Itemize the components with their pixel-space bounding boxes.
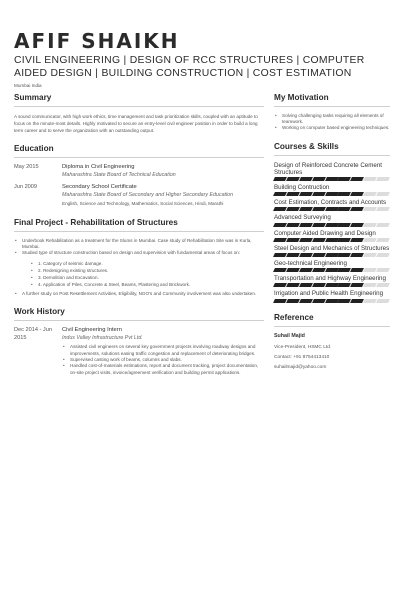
skill-name: Cost Estimation, Contracts and Accounts [274,199,387,207]
skill-level-segment [286,299,300,303]
reference-phone: Contact: +91 8754413410 [274,354,330,360]
skill-level-segment [299,299,313,303]
skill-level-segment [286,238,300,242]
skill-level-segment [363,223,377,227]
skill-level-segment [273,177,287,181]
skill-level-segment [273,253,287,257]
skill-level-segment [312,283,326,287]
skill-level-segment [286,268,300,272]
project-step: • 3. Demolition and Excavation. [30,274,264,281]
skill-name: Computer Aided Drawing and Design [274,229,376,237]
skill-level-segment [273,238,287,242]
project-bullet: • Underbook Rehabilitation as a treatment for the Slums in Mumbai. Case study of Rehabilitation Site was in Kurla, Mumbai. [14,238,264,251]
skill-level-segment [312,238,326,242]
skill-level-segment [376,207,390,211]
summary-title: Summary [14,93,264,107]
skill-level-segment [312,207,326,211]
skill-level-segment [299,223,313,227]
skill-level-segment [376,299,390,303]
skill-level-segment [376,177,390,181]
motivation-item: • Solving challenging tasks requiring all elements of teamwork. [274,113,390,125]
skill-level-bar [274,192,389,196]
skill-item [274,162,390,181]
skill-level-segment [376,192,390,196]
skill-level-segment [312,223,326,227]
skill-level-segment [376,283,390,287]
education-title: Education [14,144,264,158]
skill-level-segment [286,223,300,227]
education-entry [14,164,264,178]
motivation-list [274,113,390,132]
education-date: Jun 2009 [14,184,38,190]
work-company: Indus Valley Infrastructure Pvt Ltd. [62,334,143,341]
project-bullet [14,250,264,287]
skill-level-segment [376,223,390,227]
skill-level-bar [274,283,389,287]
skill-name: Design of Reinforced Concrete Cement Structures [274,161,382,176]
education-school: Maharashtra State Board of Secondary and Higher Secondary Education [62,191,234,198]
skills-section [274,142,390,303]
reference-section [274,313,390,373]
skill-item [274,184,390,196]
work-bullet: • Handled cost-of-materials estimations, report and document tracking, project documentation, on-site project visits, invoice/agreement verification and building permit applications. [62,363,264,376]
motivation-section [274,93,390,132]
education-entry [14,184,264,208]
skill-level-segment [299,238,313,242]
skill-level-segment [376,253,390,257]
skill-level-segment [312,268,326,272]
skills-title: Courses & Skills [274,142,390,156]
skill-level-segment [273,299,287,303]
summary-text: A sound communicator, with high work ethics, time management and task prioritization skills, coupled with an aptitude to focus on the minute-most details. Highly motivated to secure an entry-level civil engineer position in order to build a long term career and to serve the organization with an outstanding output. [14,114,258,133]
project-section [14,218,264,298]
candidate-name: AFIF SHAIKH [14,29,180,53]
project-title: Final Project - Rehabilitation of Structures [14,218,264,232]
work-entry [14,327,264,376]
skill-name: Geo-technical Engineering [274,260,347,268]
resume-header [14,30,386,88]
education-degree: Secondary School Certificate [62,184,137,190]
skill-level-segment [312,177,326,181]
work-section [14,307,264,376]
skill-item [274,245,390,257]
skill-level-segment [363,299,377,303]
education-section [14,144,264,208]
reference-title: Reference [274,313,390,327]
motivation-title: My Motivation [274,93,390,107]
project-bullet: • A further study on Post Resettlement Activities, Eligibility, NGO's and Community involvement was also undertaken. [14,291,264,297]
skill-level-segment [312,192,326,196]
skill-level-segment [299,192,313,196]
education-degree: Diploma in Civil Engineering [62,164,135,170]
skill-level-segment [299,283,313,287]
education-school: Maharashtra State Board of Technical Education [62,171,176,178]
skill-level-segment [312,253,326,257]
work-bullet: • Supervised casting work of beams, columns and slabs. [62,357,264,363]
skill-level-segment [273,192,287,196]
skill-level-bar [274,238,389,242]
skill-level-bar [274,177,389,181]
skill-item [274,199,390,211]
skill-level-segment [376,238,390,242]
skill-item [274,230,390,242]
project-steps [22,260,264,288]
skills-list [274,162,390,303]
skill-item [274,275,390,287]
skill-level-segment [286,253,300,257]
reference-position: Vice-President, HSMC Ltd. [274,344,332,350]
skill-name: Steel Design and Mechanics of Structures [274,244,390,252]
main-column [14,93,264,386]
skill-level-segment [273,223,287,227]
candidate-headline: CIVIL ENGINEERING | DESIGN OF RCC STRUCTURES | COMPUTER AIDED DESIGN | BUILDING CONSTRUCTION | COST ESTIMATION [14,55,365,79]
skill-level-bar [274,207,389,211]
skill-level-segment [286,192,300,196]
skill-name: Irrigation and Public Health Engineering [274,290,384,298]
candidate-location: Mumbai India [14,83,42,88]
skill-level-segment [376,268,390,272]
skill-level-segment [299,268,313,272]
skill-level-bar [274,223,389,227]
skill-level-segment [286,283,300,287]
skill-level-segment [299,207,313,211]
skill-level-segment [286,207,300,211]
skill-level-segment [286,177,300,181]
skill-level-bar [274,299,389,303]
skill-level-segment [299,253,313,257]
project-step: • 4. Application of Piles, Concrete & Steel, Beams, Plastering and Brickwork. [30,281,264,288]
summary-section [14,93,264,134]
project-bullet-text: Studied type of structure construction based on design and supervision with fundamental areas of focus on: [22,250,241,256]
education-subjects: English, Science and Technology, Mathematics, Social Sciences, Hindi, Marathi [62,201,224,206]
skill-level-bar [274,268,389,272]
work-role: Civil Engineering Intern [62,327,122,334]
work-bullet: • Assisted civil engineers on several key government projects involving roadway designs and improvements, solutions easing traffic congestion and replacement of deteriorating bridges. [62,344,264,357]
work-title: Work History [14,307,264,321]
skill-name: Advanced Surveying [274,214,331,222]
side-column [274,93,390,383]
work-date: Dec 2014 - Jun 2015 [14,327,52,341]
work-bullets [62,344,264,376]
skill-name: Building Contruction [274,184,330,192]
skill-level-segment [299,177,313,181]
skill-item [274,260,390,272]
project-step: • 2. Redesigning existing structures. [30,267,264,274]
skill-name: Transportation and Highway Engineering [274,275,386,283]
skill-item [274,214,390,226]
skill-level-segment [312,299,326,303]
education-date: May 2015 [14,164,39,170]
skill-item [274,290,390,302]
motivation-item: • Working on computer based engineering techniques. [274,125,390,131]
project-list [14,238,264,298]
reference-name: Suhail Majid [274,332,305,339]
skill-level-bar [274,253,389,257]
skill-level-segment [273,268,287,272]
project-step: • 1. Category of seismic damage. [30,260,264,267]
reference-email: suhailmajid@yahoo.com [274,364,327,370]
